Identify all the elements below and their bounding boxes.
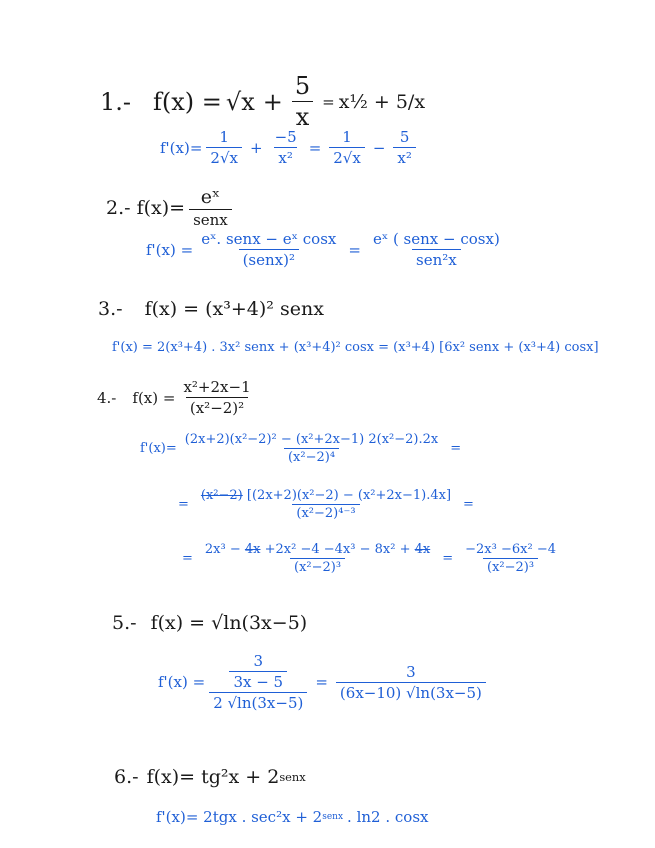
problem-1-alt-form: x½ + 5/x [338, 90, 426, 113]
equals-sign: = [450, 441, 462, 456]
minus-sign: − [372, 138, 386, 157]
fraction-denominator: (6x−10) √ln(3x−5) [336, 682, 486, 702]
fraction-numerator: 5 [294, 72, 311, 100]
problem-2-derivative [146, 230, 508, 269]
fraction-numerator: 1 [342, 128, 352, 146]
fraction-denominator: 2√x [206, 147, 242, 167]
equals-sign: = [348, 240, 361, 259]
fraction-denominator: (x²−2)⁴ [284, 448, 339, 465]
problem-1-plus: + [262, 87, 283, 116]
inner-fraction [229, 652, 287, 691]
complex-fraction [209, 652, 307, 712]
fraction-numerator [201, 542, 434, 558]
problem-6-derivative [156, 808, 428, 826]
problem-1-derivative [160, 128, 420, 167]
equals-sign: = [463, 497, 474, 512]
derivative-lhs: f'(x)= [160, 138, 203, 157]
problem-3-function [98, 298, 324, 320]
problem-5-label: 5.- [112, 612, 137, 634]
fraction-numerator: x²+2x−1 [183, 378, 251, 396]
problem-5-expression: f(x) = √ln(3x−5) [150, 612, 308, 634]
problem-1-lhs: f(x) = [153, 87, 222, 116]
fraction-denominator: (x²−2)⁴⁻³ [292, 504, 359, 521]
problem-6-expression: f(x)= tg²x + 2 [146, 766, 280, 788]
fraction-denominator: (x²−2)³ [290, 558, 345, 575]
problem-3-label: 3.- [98, 298, 123, 320]
problem-4-derivative-step-3 [178, 542, 564, 575]
problem-4-label: 4.- [97, 388, 117, 407]
problem-4-derivative-step-1 [140, 432, 465, 465]
term: +2x² −4 −4x³ − 8x² + [264, 542, 411, 557]
problem-1-function [100, 72, 425, 131]
problem-3-derivative [112, 340, 599, 355]
fraction [461, 542, 560, 575]
exponent: senx [279, 770, 306, 784]
equals-sign: = [315, 673, 328, 691]
fraction-denominator: (senx)² [239, 249, 299, 269]
fraction [393, 128, 415, 167]
fraction-denominator: (x²−2)² [186, 397, 248, 417]
problem-6-derivative-expression: f'(x)= 2tgx . sec²x + 2 [156, 808, 323, 826]
fraction-numerator [197, 488, 455, 504]
fraction-numerator: (2x+2)(x²−2)² − (x²+2x−1) 2(x²−2).2x [184, 432, 439, 447]
fraction-numerator [221, 652, 295, 692]
derivative-tail: . ln2 . cosx [347, 808, 429, 826]
derivative-lhs: f'(x)= [140, 441, 177, 456]
fraction-numerator: eˣ ( senx − cosx) [372, 230, 500, 248]
equals-sign: = [308, 138, 322, 157]
fraction [197, 488, 455, 521]
equals-sign: = [322, 92, 335, 111]
fraction [189, 186, 232, 229]
problem-1-sqrt-term: √x [225, 87, 255, 116]
equals-sign: = [178, 497, 189, 512]
fraction-numerator: 1 [219, 128, 229, 146]
problem-4-function [97, 378, 259, 417]
fraction [197, 230, 340, 269]
fraction [271, 128, 301, 167]
problem-2-function [106, 186, 236, 229]
fraction-numerator: 3 [406, 662, 416, 681]
fraction [179, 378, 254, 417]
fraction-denominator: x² [274, 147, 296, 167]
exponent: senx [322, 812, 344, 822]
problem-3-expression: f(x) = (x³+4)² senx [144, 298, 324, 320]
fraction [329, 128, 365, 167]
inner-denominator: 3x − 5 [229, 671, 287, 691]
cancelled-term: 4x [244, 542, 261, 557]
fraction-numerator: −2x³ −6x² −4 [465, 542, 556, 557]
problem-2-lhs: f(x)= [136, 196, 186, 219]
fraction-numerator: 5 [399, 128, 410, 146]
term: 2x³ − [204, 542, 241, 557]
fraction-denominator: senx [189, 209, 232, 229]
fraction-numerator: eˣ [200, 186, 221, 208]
inner-numerator: 3 [253, 652, 264, 670]
problem-2-label: 2.- [106, 196, 131, 219]
fraction [206, 128, 242, 167]
fraction [201, 542, 434, 575]
bracket-term: [(2x+2)(x²−2) − (x²+2x−1).4x] [246, 488, 452, 503]
fraction-denominator: sen²x [412, 249, 461, 269]
problem-3-derivative-expression: f'(x) = 2(x³+4) . 3x² senx + (x³+4)² cosx = (x³+4) [6x² senx + (x³+4) cosx] [112, 340, 599, 355]
problem-4-lhs: f(x) = [132, 388, 176, 407]
cancelled-term: 4x [414, 542, 431, 557]
fraction [181, 432, 442, 465]
fraction-numerator: eˣ. senx − eˣ cosx [201, 230, 337, 248]
problem-4-derivative-step-2 [174, 488, 478, 521]
problem-5-function [112, 612, 307, 634]
problem-1-label: 1.- [100, 87, 132, 116]
equals-sign: = [442, 551, 454, 566]
problem-1-fraction [291, 72, 314, 131]
plus-sign: + [249, 138, 263, 157]
fraction-numerator: −5 [274, 128, 297, 146]
problem-6-function [114, 766, 306, 788]
derivative-lhs: f'(x) = [146, 240, 194, 259]
fraction [369, 230, 504, 269]
fraction-denominator: 2√x [329, 147, 365, 167]
problem-5-derivative [158, 652, 490, 712]
fraction-denominator: (x²−2)³ [483, 558, 538, 575]
problem-6-label: 6.- [114, 766, 139, 788]
derivative-lhs: f'(x) = [158, 673, 206, 691]
fraction-denominator: x² [393, 147, 415, 167]
fraction-denominator: x [292, 101, 314, 131]
equals-sign: = [182, 551, 193, 566]
fraction-denominator: 2 √ln(3x−5) [209, 692, 307, 712]
cancelled-factor: (x²−2) [200, 488, 243, 503]
fraction [336, 663, 486, 702]
